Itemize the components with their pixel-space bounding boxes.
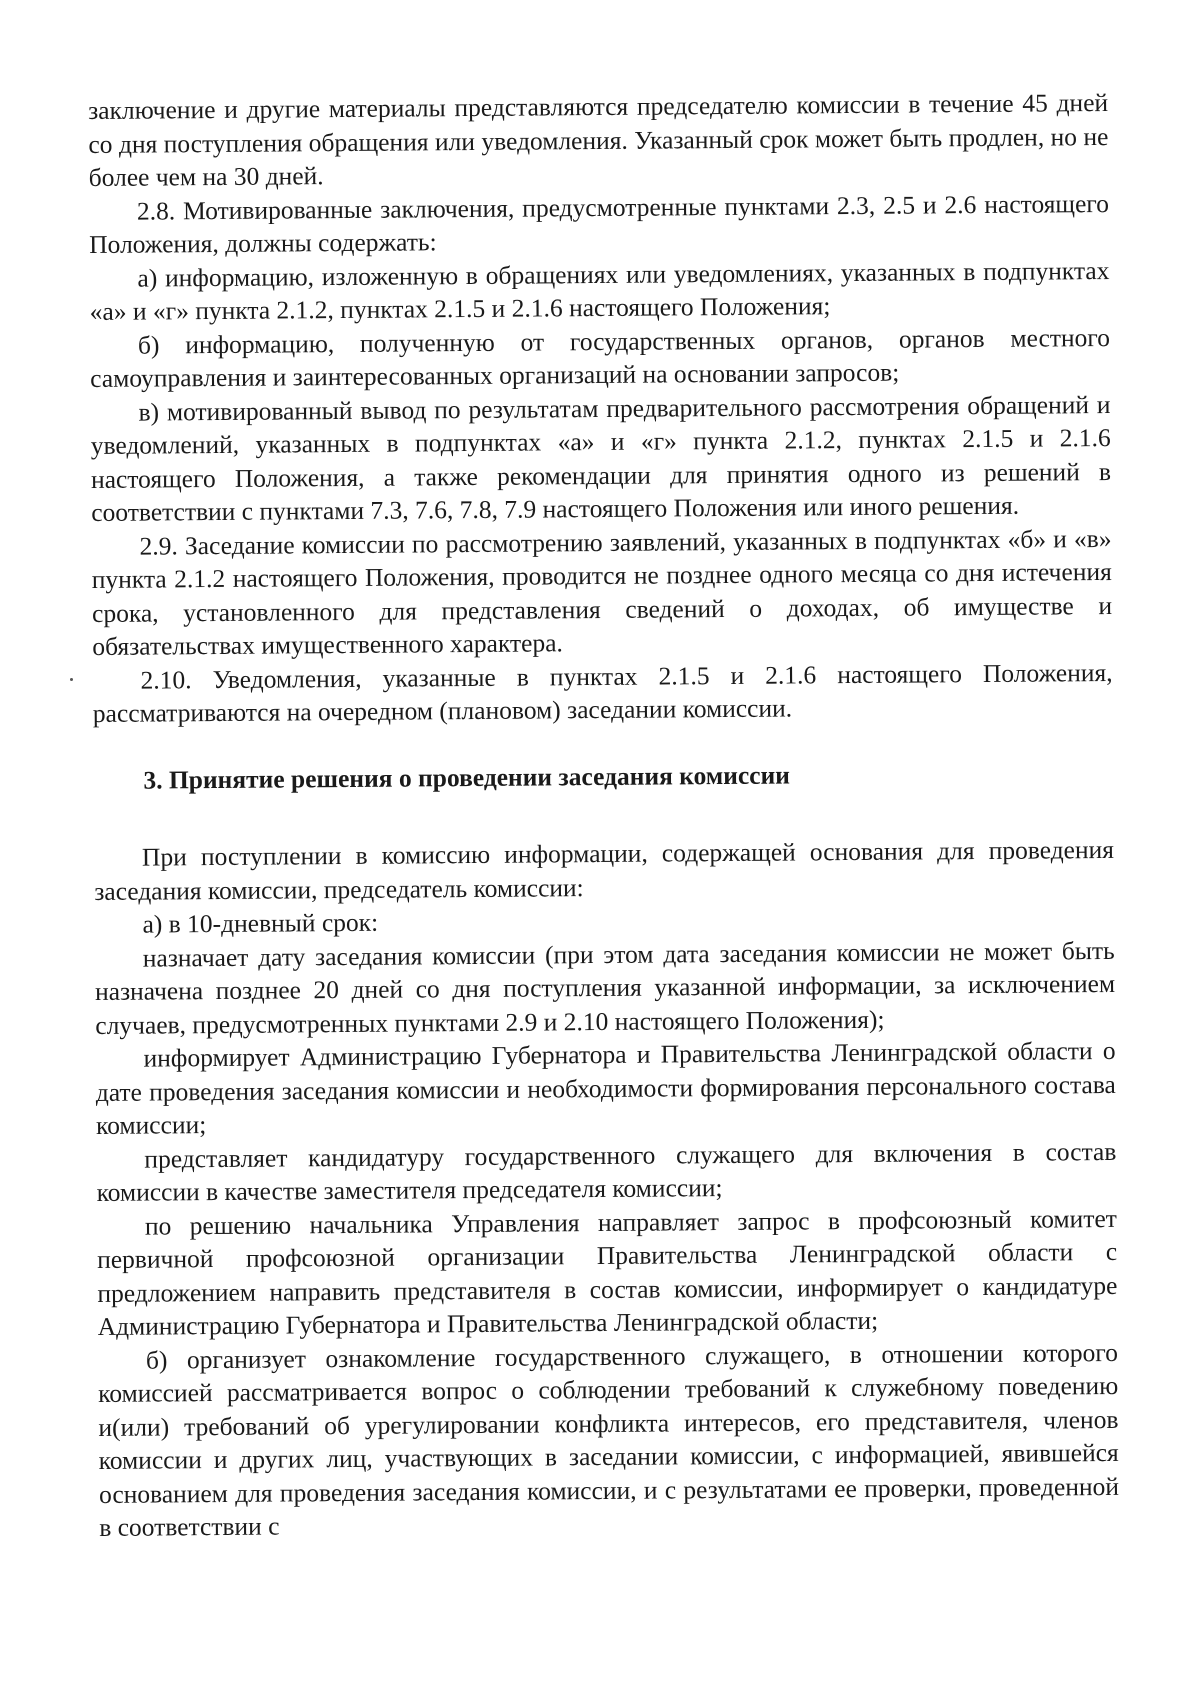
paragraph-continuation: заключение и другие материалы представляются председателю комиссии в течение 45 дней со дня поступления обращения или уведомления. Указанный срок может быть продлен, но не более чем на 30 дней. <box>88 87 1109 192</box>
paragraph-3-intro: При поступлении в комиссию информации, содержащей основания для проведения заседания комиссии, председатель комиссии: <box>94 834 1115 906</box>
paragraph-3-a-candidate: представляет кандидатуру государственного служащего для включения в состав комиссии в качестве заместителя председателя комиссии; <box>96 1136 1117 1207</box>
paragraph-2-8-b: б) информацию, полученную от государственных органов, органов местного самоуправления и заинтересованных организаций на основании запросов; <box>90 322 1111 393</box>
section-heading: 3. Принятие решения о проведении заседания комиссии <box>143 760 791 795</box>
paragraph-3-a-date: назначает дату заседания комиссии (при этом дата заседания комиссии не может быть назначена позднее 20 дней со дня поступления указанной информации, за исключением случаев, предусмотренных пунктами 2.9 и 2.10 настоящего Положения); <box>94 935 1116 1040</box>
paragraph-2-10: 2.10. Уведомления, указанные в пунктах 2.1.5 и 2.1.6 настоящего Положения, рассматриваются на очередном (плановом) заседании комиссии. <box>92 657 1113 728</box>
paragraph-3-b: б) организует ознакомление государственного служащего, в отношении которого комиссией рассматривается вопрос о соблюдении требований к служебному поведению и(или) требований об урегулировании конфликта интересов, его представителя, членов комиссии и других лиц, участвующих в заседании комиссии, с информацией, явившейся основанием для проведения заседания комиссии, и с результатами ее проверки, проведенной в соответствии с <box>98 1337 1120 1542</box>
paragraph-2-8: 2.8. Мотивированные заключения, предусмотренные пунктами 2.3, 2.5 и 2.6 настоящего Положения, должны содержать: <box>89 188 1110 259</box>
paragraph-2-8-v: в) мотивированный вывод по результатам предварительного рассмотрения обращений и уведомлений, указанных в подпунктах «а» и «г» пункта 2.1.2, пунктах 2.1.5 и 2.1.6 настоящего Положения, а также рекомендации для принятия одного из решений в соответствии с пунктами 7.3, 7.6, 7.8, 7.9 настоящего Положения или иного решения. <box>90 389 1112 527</box>
paragraph-2-9: 2.9. Заседание комиссии по рассмотрению заявлений, указанных в подпунктах «б» и «в» пункта 2.1.2 настоящего Положения, проводится не позднее одного месяца со дня истечения срока, установленного для представления сведений о доходах, об имуществе и обязательствах имущественного характера. <box>91 523 1113 661</box>
document-page <box>88 86 1119 1544</box>
paragraph-3-a: а) в 10-дневный срок: <box>142 907 379 939</box>
paragraph-2-8-a: а) информацию, изложенную в обращениях или уведомлениях, указанных в подпунктах «а» и «г» пункта 2.1.2, пунктах 2.1.5 и 2.1.6 настоящего Положения; <box>89 255 1110 326</box>
paragraph-3-a-inform: информирует Администрацию Губернатора и Правительства Ленинградской области о дате проведения заседания комиссии и необходимости формирования персонального состава комиссии; <box>95 1035 1116 1140</box>
paragraph-3-a-union: по решению начальника Управления направляет запрос в профсоюзный комитет первичной профсоюзной организации Правительства Ленинградской области с предложением направить представителя в состав комиссии, информирует о кандидатуре Администрацию Губернатора и Правительства Ленинградской области; <box>97 1203 1118 1341</box>
scan-speck <box>70 678 73 681</box>
